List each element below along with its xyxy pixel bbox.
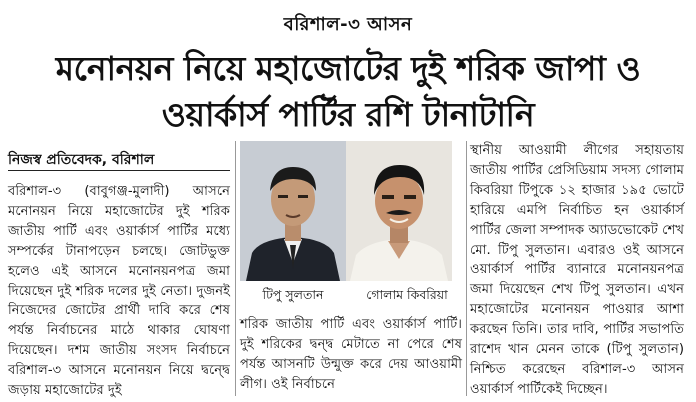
photo-caption-left: টিপু সুলতান <box>262 287 324 302</box>
article-column-3: স্থানীয় আওয়ামী লীগের সহায়তায় জাতীয় পার্টির প্রেসিডিয়াম সদস্য গোলাম কিবরিয়া টিপুকে ১২ হাজার ১৯৫ ভোটে হারিয়ে এমপি নির্বাচিত হন ওয়ার্কার্স পার্টির জেলা সম্পাদক অ্যাডভোকেট শেখ মো. টিপু সুলতান। এবারও ওই আসনে ওয়ার্কার্স পার্টির ব্যানারে মনোনয়নপত্র জমা দিয়েছেন শেখ টিপু সুলতান। এখন মহাজোটের মনোনয়ন পাওয়ার আশা করছেন তিনি। তার দাবি, পার্টির সভাপতি রাশেদ খান মেনন তাকে (টিপু সুলতান) নিশ্চিত করেছেন বরিশাল-৩ আসন ওয়ার্কার্স পার্টিকেই দিচ্ছেন। <box>470 143 684 397</box>
article-column-2: শরিক জাতীয় পার্টি এবং ওয়ার্কার্স পার্টি। দুই শরিকের দ্বন্দ্ব মেটাতে না পেরে শেষ পর্যন্ত আসনটি উন্মুক্ত করে দেয় আওয়ামী লীগ। ওই নির্বাচনে <box>240 317 462 392</box>
column-divider-left <box>235 141 236 396</box>
byline-divider <box>8 170 230 171</box>
headline-line-1: মনোনয়ন নিয়ে মহাজোটের দুই শরিক জাপা ও <box>55 49 641 88</box>
headline-line-2: ওয়ার্কার্স পার্টির রশি টানাটানি <box>161 95 535 134</box>
photo-caption-right: গোলাম কিবরিয়া <box>366 287 448 302</box>
photo-tipu-sultan <box>240 141 346 281</box>
article-column-1: বরিশাল-৩ (বাবুগঞ্জ-মুলাদী) আসনে মনোনয়ন নিয়ে মহাজোটের দুই শরিক জাতীয় পার্টি এবং ওয়ার্কার্স পার্টির মধ্যে সম্পর্কের টানাপড়েন চলছে। জোটভুক্ত হলেও এই আসনে মনোনয়নপত্র জমা দিয়েছেন দুই শরিক দলের দুই নেতা। দুজনই নিজেদের জোটের প্রার্থী দাবি করে শেষ পর্যন্ত নির্বাচনের মাঠে থাকার ঘোষণা দিয়েছেন। দশম জাতীয় সংসদ নির্বাচনে বরিশাল-৩ আসনে মনোনয়ন নিয়ে দ্বন্দ্বে জড়ায় মহাজোটের দুই <box>8 184 230 399</box>
photo-golam-kibria <box>346 141 452 281</box>
kicker-label: বরিশাল-৩ আসন <box>283 14 413 35</box>
byline: নিজস্ব প্রতিবেদক, বরিশাল <box>8 152 155 168</box>
column-divider-right <box>466 141 467 396</box>
